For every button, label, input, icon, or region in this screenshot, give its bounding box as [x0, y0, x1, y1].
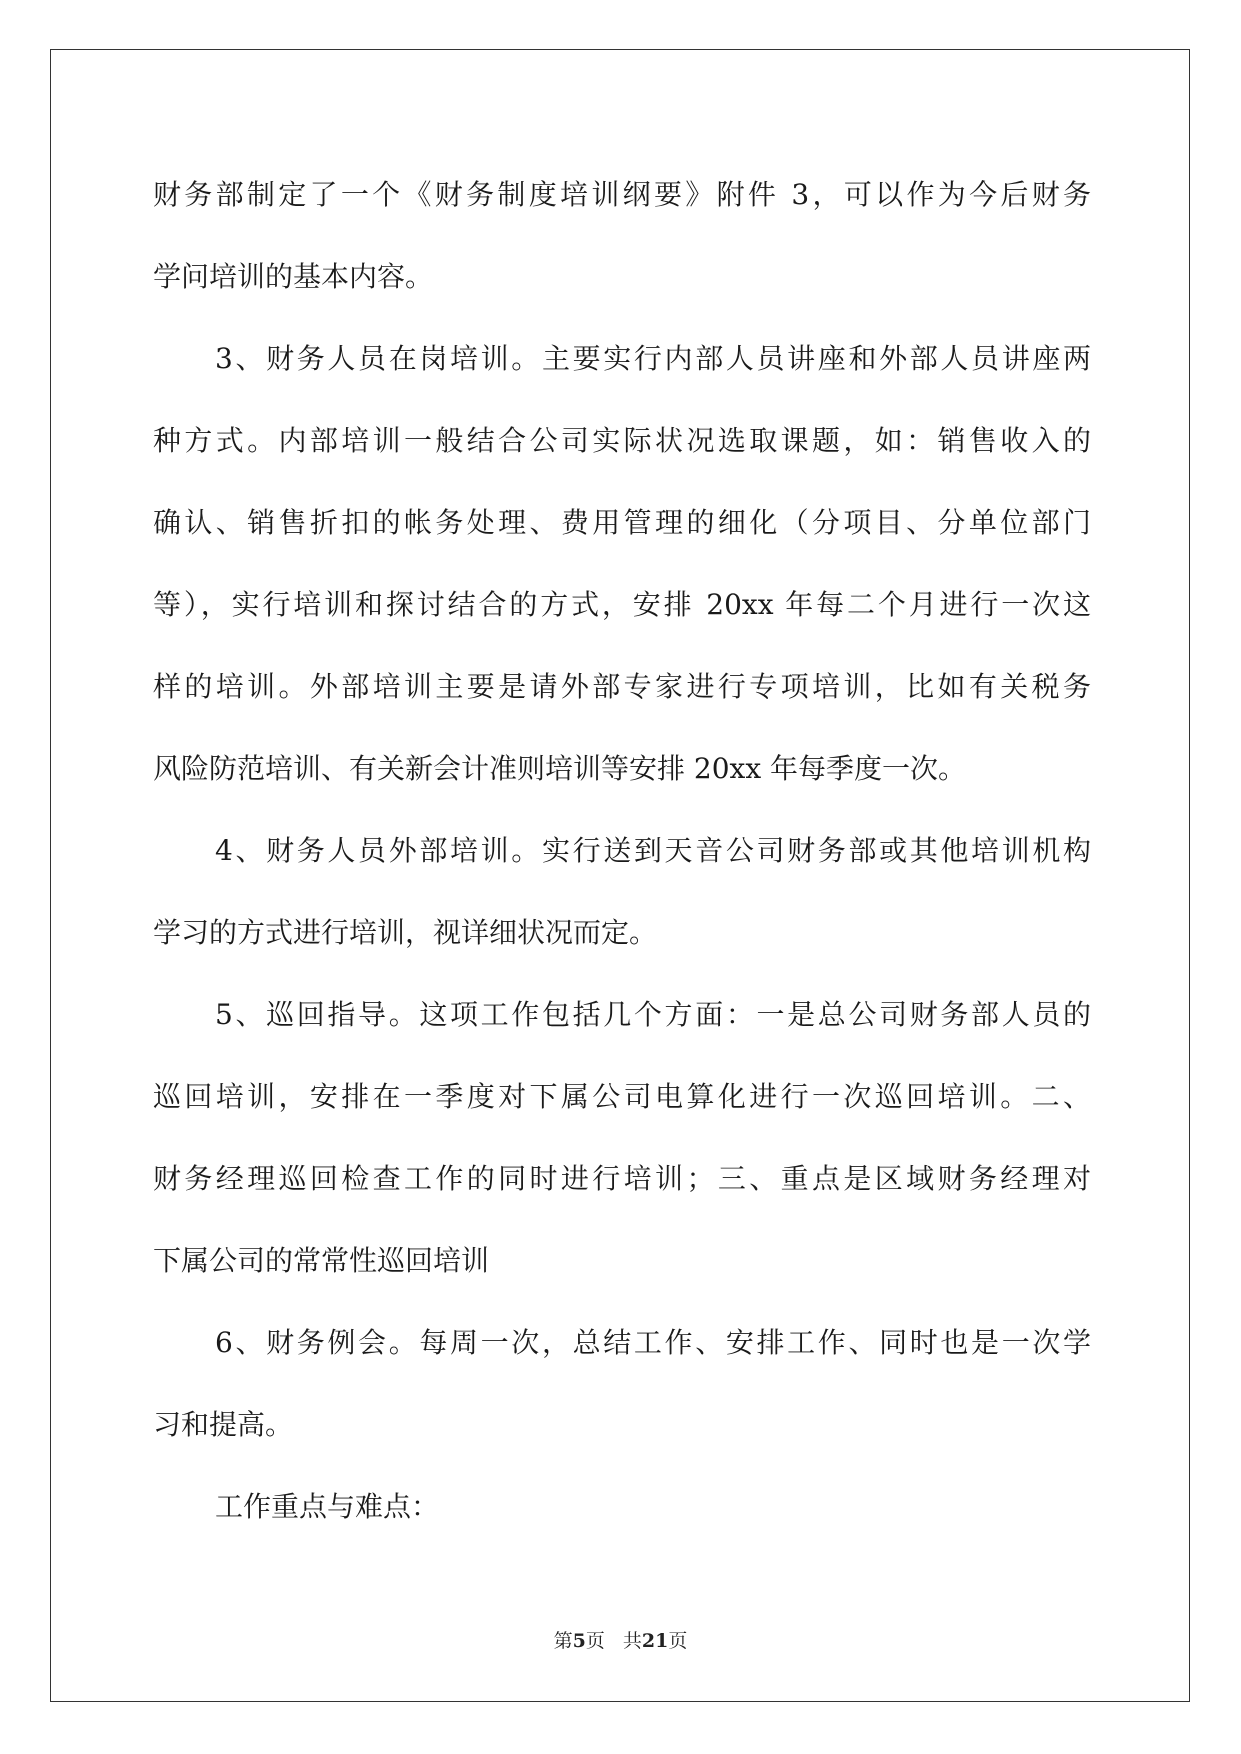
text-line: 学习的方式进行培训，视详细状况而定。 — [153, 916, 658, 949]
text-line: 风险防范培训、有关新会计准则培训等安排 20xx 年每季度一次。 — [153, 752, 967, 785]
page-suffix: 页 — [585, 1630, 605, 1652]
total-suffix: 页 — [668, 1630, 688, 1652]
text-line: 等），实行培训和探讨结合的方式，安排 20xx 年每二个月进行一次这 — [153, 588, 1091, 621]
text-line: 样的培训。外部培训主要是请外部专家进行专项培训，比如有关税务 — [153, 670, 1091, 703]
section-heading: 工作重点与难点： — [215, 1490, 440, 1523]
page-prefix: 第 — [553, 1630, 573, 1652]
text-line: 巡回培训，安排在一季度对下属公司电算化进行一次巡回培训。二、 — [153, 1080, 1091, 1113]
text-line: 5、巡回指导。这项工作包括几个方面：一是总公司财务部人员的 — [215, 998, 1091, 1031]
text-line: 财务经理巡回检查工作的同时进行培训；三、重点是区域财务经理对 — [153, 1162, 1091, 1195]
page-footer — [0, 1626, 1241, 1653]
page-number: 5 — [572, 1630, 586, 1652]
text-line: 学问培训的基本内容。 — [153, 260, 434, 293]
text-line: 6、财务例会。每周一次，总结工作、安排工作、同时也是一次学 — [215, 1326, 1091, 1359]
text-line: 4、财务人员外部培训。实行送到天音公司财务部或其他培训机构 — [215, 834, 1091, 867]
text-line: 下属公司的常常性巡回培训 — [153, 1244, 490, 1277]
text-line: 财务部制定了一个《财务制度培训纲要》附件 3，可以作为今后财务 — [153, 178, 1091, 211]
total-pages: 21 — [641, 1630, 669, 1652]
text-line: 种方式。内部培训一般结合公司实际状况选取课题，如：销售收入的 — [153, 424, 1091, 457]
text-line: 习和提高。 — [153, 1408, 294, 1441]
document-body — [153, 154, 1091, 1548]
text-line: 3、财务人员在岗培训。主要实行内部人员讲座和外部人员讲座两 — [215, 342, 1091, 375]
text-line: 确认、销售折扣的帐务处理、费用管理的细化（分项目、分单位部门 — [153, 506, 1091, 539]
total-prefix: 共 — [622, 1630, 642, 1652]
